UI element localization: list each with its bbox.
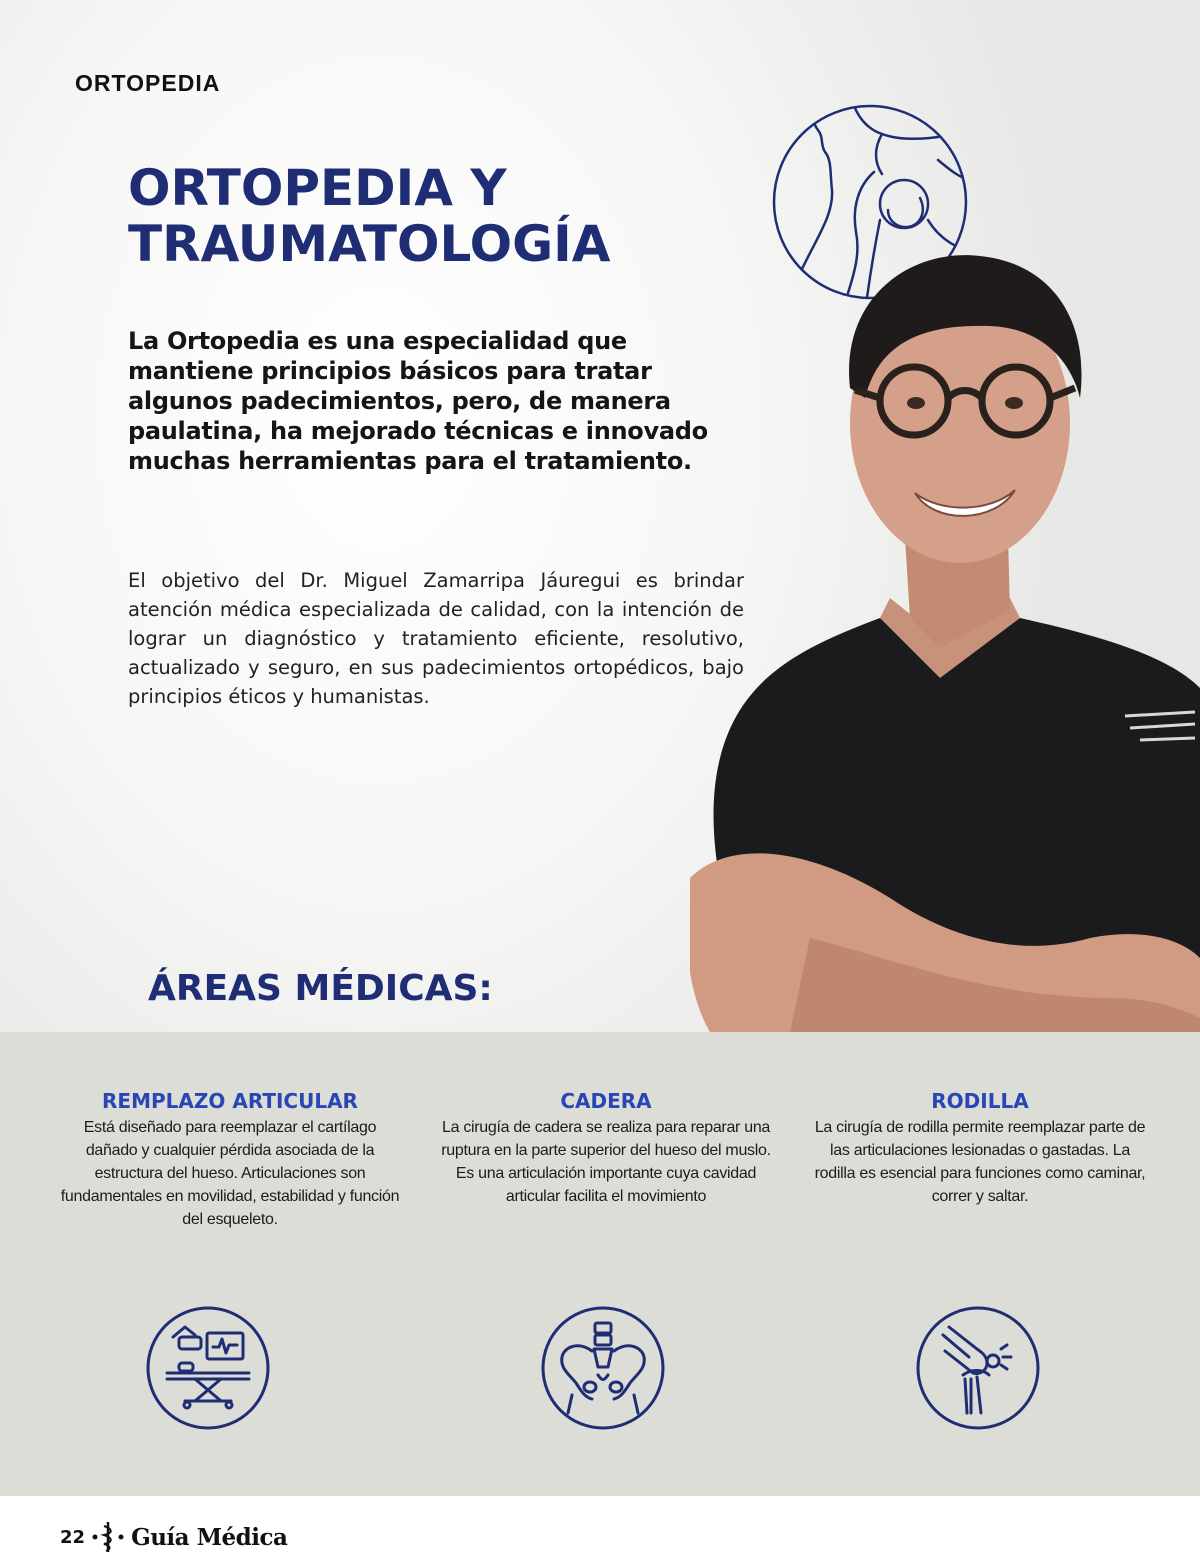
brand-name: Guía Médica	[131, 1523, 288, 1551]
area-description: La cirugía de cadera se realiza para reparar una ruptura en la parte superior del hueso del muslo. Es una articulación importante cuya cavidad articular facilita el movimiento	[441, 1119, 771, 1205]
doctor-portrait	[690, 238, 1200, 1032]
page-title	[128, 160, 610, 272]
areas-title: ÁREAS MÉDICAS:	[148, 968, 493, 1009]
knee-icon	[915, 1305, 1041, 1431]
area-column-remplazo	[60, 1088, 400, 1231]
page-number: 22	[60, 1526, 86, 1548]
area-column-rodilla	[810, 1088, 1150, 1208]
area-description: La cirugía de rodilla permite reemplazar parte de las articulaciones lesionadas o gastadas. La rodilla es esencial para funciones como caminar, correr y saltar.	[814, 1119, 1146, 1205]
intro-paragraph: La Ortopedia es una especialidad que mantiene principios básicos para tratar algunos padecimientos, pero, de manera paulatina, ha mejorado técnicas e innovado muchas herramientas para el tratamiento.	[128, 327, 708, 475]
title-line-2: TRAUMATOLOGÍA	[128, 215, 611, 273]
area-title: CADERA	[560, 1089, 652, 1113]
section-label: ORTOPEDIA	[75, 70, 221, 96]
pelvis-icon	[540, 1305, 666, 1431]
area-column-cadera	[436, 1088, 776, 1208]
body-paragraph: El objetivo del Dr. Miguel Zamarripa Jáuregui es brindar atención médica especializada de calidad, con la intención de lograr un diagnóstico y tratamiento eficiente, resolutivo, actualizado y seguro, en sus padecimientos ortopédicos, bajo principios éticos y humanistas.	[128, 569, 744, 708]
title-line-1: ORTOPEDIA Y	[128, 159, 507, 217]
area-title: RODILLA	[931, 1089, 1029, 1113]
area-description: Está diseñado para reemplazar el cartílago dañado y cualquier pérdida asociada de la estructura del hueso. Articulaciones son fundamentales en movilidad, estabilidad y función del esqueleto.	[60, 1119, 400, 1228]
area-title: REMPLAZO ARTICULAR	[102, 1089, 358, 1113]
surgery-bed-icon	[145, 1305, 271, 1431]
